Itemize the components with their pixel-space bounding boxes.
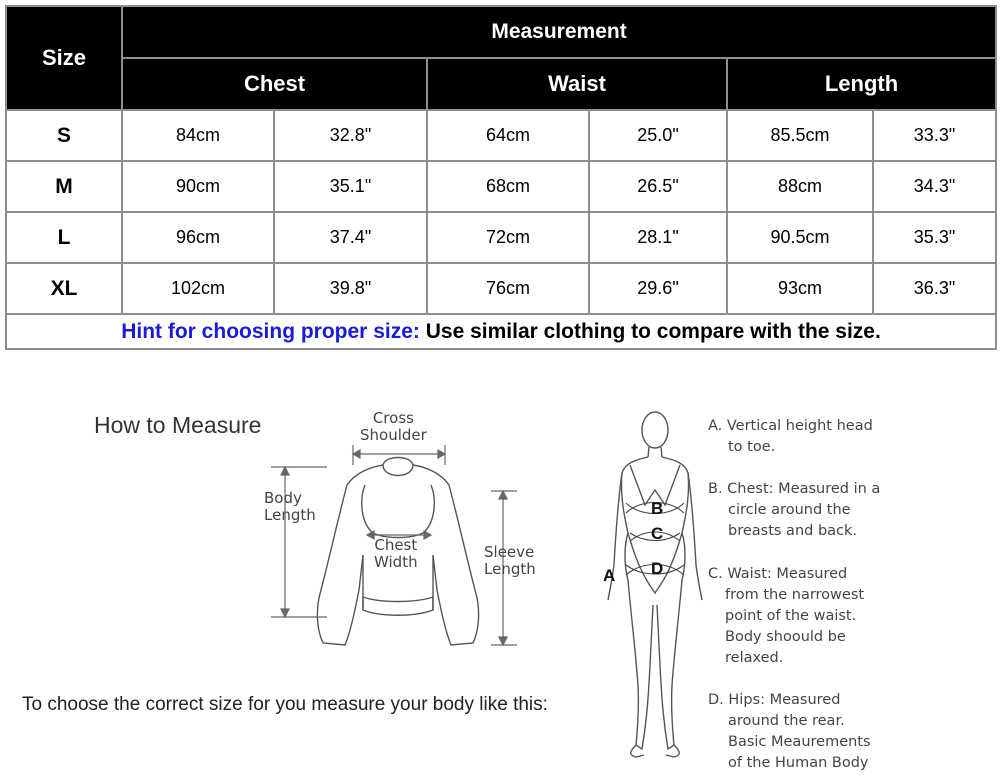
length-cm-cell: 90.5cm <box>727 212 873 263</box>
chest-width-label: Chest Width <box>374 536 418 571</box>
table-row <box>6 263 996 314</box>
waist-cm-cell: 72cm <box>427 212 589 263</box>
size-cell: L <box>6 212 122 263</box>
sleeve-length-label: Sleeve Length <box>484 543 536 578</box>
letter-a: A <box>603 566 616 585</box>
table-row <box>6 161 996 212</box>
length-in-cell: 35.3" <box>873 212 996 263</box>
chest-cm-cell: 96cm <box>122 212 274 263</box>
chest-in-cell: 32.8" <box>274 110 427 161</box>
waist-in-cell: 28.1" <box>589 212 727 263</box>
waist-header: Waist <box>427 58 727 110</box>
length-in-cell: 36.3" <box>873 263 996 314</box>
length-in-cell: 34.3" <box>873 161 996 212</box>
sweater-diagram-icon <box>255 405 555 665</box>
hint-text: Use similar clothing to compare with the size. <box>419 319 881 343</box>
length-header: Length <box>727 58 996 110</box>
waist-in-cell: 29.6" <box>589 263 727 314</box>
waist-cm-cell: 64cm <box>427 110 589 161</box>
letter-c: C <box>651 524 664 543</box>
size-cell: M <box>6 161 122 212</box>
human-body-diagram-icon <box>590 405 710 775</box>
hint-cell <box>6 314 996 349</box>
length-cm-cell: 88cm <box>727 161 873 212</box>
waist-cm-cell: 76cm <box>427 263 589 314</box>
table-row <box>6 110 996 161</box>
letter-b: B <box>651 499 664 518</box>
table-row <box>6 212 996 263</box>
chest-cm-cell: 90cm <box>122 161 274 212</box>
size-cell: S <box>6 110 122 161</box>
chest-cm-cell: 102cm <box>122 263 274 314</box>
length-cm-cell: 93cm <box>727 263 873 314</box>
measurement-header: Measurement <box>122 6 996 58</box>
note-a: A. Vertical height head to toe. <box>708 418 873 455</box>
length-in-cell: 33.3" <box>873 110 996 161</box>
chest-in-cell: 39.8" <box>274 263 427 314</box>
how-to-measure-title: How to Measure <box>94 412 262 438</box>
size-header: Size <box>6 6 122 110</box>
waist-in-cell: 25.0" <box>589 110 727 161</box>
chest-in-cell: 35.1" <box>274 161 427 212</box>
hint-label: Hint for choosing proper size: <box>121 319 420 343</box>
chest-cm-cell: 84cm <box>122 110 274 161</box>
note-b: B. Chest: Measured in a circle around the breasts and back. <box>708 481 881 539</box>
body-length-label: Body Length <box>264 489 316 524</box>
chest-in-cell: 37.4" <box>274 212 427 263</box>
choose-size-instruction: To choose the correct size for you measure your body like this: <box>22 694 548 715</box>
waist-in-cell: 26.5" <box>589 161 727 212</box>
note-d: D. Hips: Measured around the rear. Basic Meaurements of the Human Body <box>708 692 871 771</box>
letter-d: D <box>651 559 664 578</box>
size-cell: XL <box>6 263 122 314</box>
note-c: C. Waist: Measured from the narrowest point of the waist. Body shoould be relaxed. <box>708 566 865 666</box>
hint-row <box>6 314 996 349</box>
waist-cm-cell: 68cm <box>427 161 589 212</box>
chest-header: Chest <box>122 58 427 110</box>
size-chart-table <box>5 5 997 350</box>
cross-shoulder-label: Cross Shoulder <box>360 409 427 444</box>
length-cm-cell: 85.5cm <box>727 110 873 161</box>
